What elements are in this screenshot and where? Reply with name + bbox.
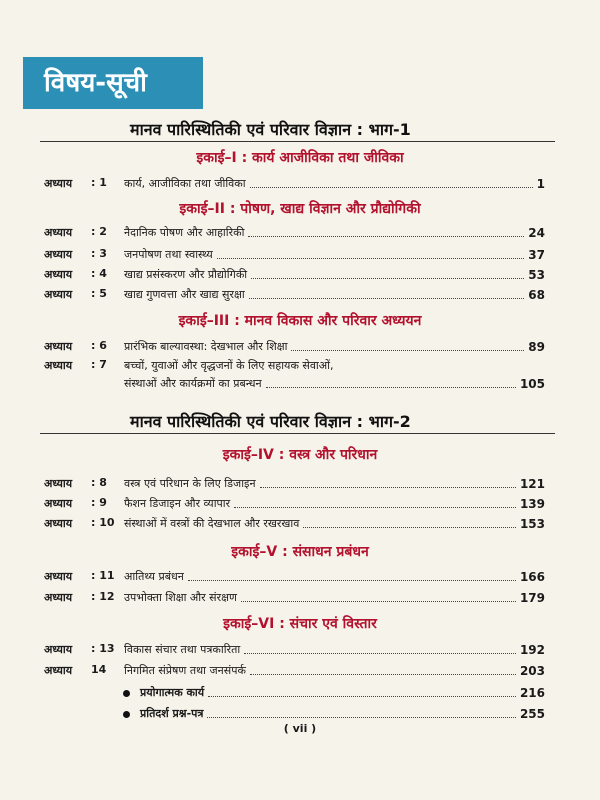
extra-title: प्रयोगात्मक कार्य [140,686,205,699]
chapter-label: अध्याय [44,359,73,372]
chapter-title-line2: संस्थाओं और कार्यक्रमों का प्रबन्धन [124,377,262,390]
chapter-title: फैशन डिजाइन और व्यापार [124,497,231,510]
dot-leader [251,278,524,279]
dot-leader [241,601,516,602]
chapter-title: जनपोषण तथा स्वास्थ्य [124,248,213,261]
dot-leader [248,236,524,237]
chapter-title: संस्थाओं में वस्त्रों की देखभाल और रखरखाव [124,517,300,530]
page-number: 166 [519,570,545,584]
dot-leader [208,696,516,697]
chapter-label: अध्याय [44,591,73,604]
chapter-title: बच्चों, युवाओं और वृद्धजनों के लिए सहायक सेवाओं, [124,359,334,372]
chapter-number: 14 [91,663,107,676]
chapter-label: अध्याय [44,477,73,490]
chapter-title: निगमित संप्रेषण तथा जनसंपर्क [124,664,246,677]
chapter-number: : 12 [91,590,115,603]
chapter-title: खाद्य गुणवत्ता और खाद्य सुरक्षा [124,288,245,301]
chapter-number: : 7 [91,358,107,371]
chapter-label: अध्याय [44,288,73,301]
chapter-number: : 3 [91,247,107,260]
dot-leader [234,507,516,508]
page-number: 179 [519,591,545,605]
chapter-label: अध्याय [44,570,73,583]
chapter-number: : 2 [91,225,107,238]
dot-leader [249,298,525,299]
extra-title: प्रतिदर्श प्रश्न-पत्र [140,707,204,720]
chapter-title: विकास संचार तथा पत्रकारिता [124,643,241,656]
page-number: 192 [519,643,545,657]
chapter-title: नैदानिक पोषण और आहारिकी [124,226,245,239]
chapter-number: : 1 [91,176,107,189]
chapter-label: अध्याय [44,664,73,677]
chapter-label: अध्याय [44,177,73,190]
dot-leader [291,350,524,351]
page-number: 1 [536,177,545,191]
page-number: 105 [519,377,545,391]
part-heading-2: मानव पारिस्थितिकी एवं परिवार विज्ञान : भाग-2 [130,412,411,431]
dot-leader [260,487,516,488]
chapter-label: अध्याय [44,340,73,353]
toc-entry[interactable] [0,358,600,394]
page-number: 24 [528,226,545,240]
unit-heading-3: इकाई–III : मानव विकास और परिवार अध्ययन [178,313,422,329]
page-number: 121 [519,477,545,491]
chapter-label: अध्याय [44,226,73,239]
unit-heading-2: इकाई–II : पोषण, खाद्य विज्ञान और प्रौद्योगिकी [179,201,421,217]
dot-leader [207,717,515,718]
page-number: 255 [519,707,545,721]
chapter-title: कार्य, आजीविका तथा जीविका [124,177,246,190]
page-number: 53 [528,268,545,282]
unit-heading-5: इकाई–V : संसाधन प्रबंधन [231,544,369,560]
chapter-label: अध्याय [44,497,73,510]
page-number: 89 [528,340,545,354]
page-number: 203 [519,664,545,678]
chapter-number: : 9 [91,496,107,509]
chapter-title: खाद्य प्रसंस्करण और प्रौद्योगिकी [124,268,248,281]
page-number: 68 [528,288,545,302]
part-heading-1: मानव पारिस्थितिकी एवं परिवार विज्ञान : भाग-1 [130,120,411,139]
chapter-number: : 11 [91,569,115,582]
divider [40,433,555,434]
unit-heading-6: इकाई–VI : संचार एवं विस्तार [223,616,377,632]
dot-leader [250,674,516,675]
page-number: 216 [519,686,545,700]
dot-leader [303,527,516,528]
chapter-title: प्रारंभिक बाल्यावस्था: देखभाल और शिक्षा [124,340,288,353]
dot-leader [266,387,516,388]
bullet-icon [123,711,130,718]
chapter-number: : 10 [91,516,115,529]
chapter-number: : 5 [91,287,107,300]
dot-leader [244,653,516,654]
unit-heading-4: इकाई–IV : वस्त्र और परिधान [222,447,378,463]
bullet-icon [123,690,130,697]
divider [40,141,555,142]
dot-leader [250,187,533,188]
page-title: विषय-सूची [44,68,147,98]
page-number: 37 [528,248,545,262]
chapter-number: : 8 [91,476,107,489]
chapter-number: : 6 [91,339,107,352]
chapter-label: अध्याय [44,268,73,281]
dot-leader [188,580,516,581]
chapter-title: आतिथ्य प्रबंधन [124,570,184,583]
footer-page-number: ( vii ) [283,722,317,735]
chapter-title: उपभोक्ता शिक्षा और संरक्षण [124,591,237,604]
chapter-label: अध्याय [44,643,73,656]
chapter-label: अध्याय [44,517,73,530]
chapter-number: : 13 [91,642,115,655]
chapter-number: : 4 [91,267,107,280]
page-number: 153 [519,517,545,531]
chapter-title: वस्त्र एवं परिधान के लिए डिजाइन [124,477,256,490]
page-number: 139 [519,497,545,511]
dot-leader [217,258,525,259]
unit-heading-1: इकाई–I : कार्य आजीविका तथा जीविका [196,150,404,166]
chapter-label: अध्याय [44,248,73,261]
